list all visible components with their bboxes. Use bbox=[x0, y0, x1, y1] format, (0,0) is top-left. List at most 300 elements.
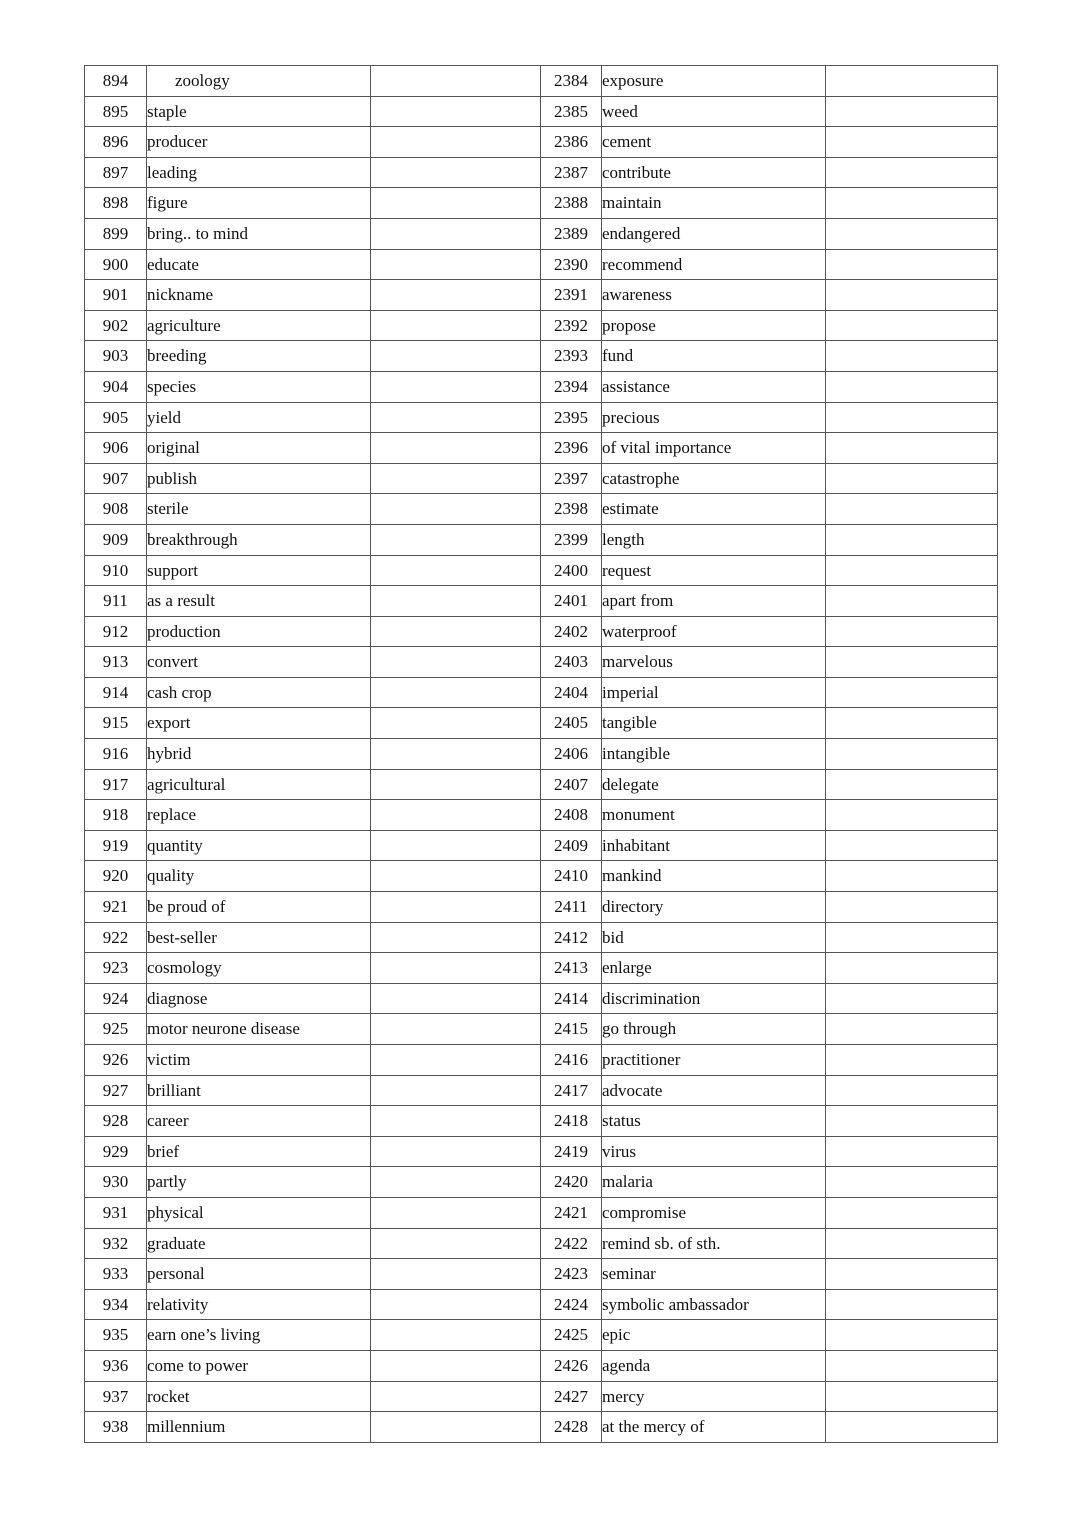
left-entry-word: brief bbox=[147, 1136, 371, 1167]
left-entry-word: original bbox=[147, 433, 371, 464]
right-entry-number: 2397 bbox=[541, 463, 602, 494]
right-entry-blank-cell[interactable] bbox=[826, 708, 998, 739]
left-entry-number: 932 bbox=[85, 1228, 147, 1259]
left-entry-blank-cell[interactable] bbox=[371, 1045, 541, 1076]
right-entry-blank-cell[interactable] bbox=[826, 188, 998, 219]
left-entry-word: export bbox=[147, 708, 371, 739]
left-entry-blank-cell[interactable] bbox=[371, 157, 541, 188]
right-entry-word: symbolic ambassador bbox=[602, 1289, 826, 1320]
left-entry-blank-cell[interactable] bbox=[371, 1228, 541, 1259]
left-entry-blank-cell[interactable] bbox=[371, 310, 541, 341]
right-entry-number: 2401 bbox=[541, 586, 602, 617]
left-entry-word: victim bbox=[147, 1045, 371, 1076]
left-entry-blank-cell[interactable] bbox=[371, 983, 541, 1014]
table-row bbox=[85, 280, 998, 311]
right-entry-word: virus bbox=[602, 1136, 826, 1167]
left-entry-blank-cell[interactable] bbox=[371, 616, 541, 647]
right-entry-number: 2404 bbox=[541, 677, 602, 708]
table-row bbox=[85, 677, 998, 708]
left-entry-blank-cell[interactable] bbox=[371, 586, 541, 617]
left-entry-blank-cell[interactable] bbox=[371, 218, 541, 249]
table-row bbox=[85, 1075, 998, 1106]
right-entry-number: 2390 bbox=[541, 249, 602, 280]
left-entry-word: production bbox=[147, 616, 371, 647]
left-entry-blank-cell[interactable] bbox=[371, 524, 541, 555]
left-entry-blank-cell[interactable] bbox=[371, 341, 541, 372]
left-entry-number: 927 bbox=[85, 1075, 147, 1106]
right-entry-blank-cell[interactable] bbox=[826, 1289, 998, 1320]
right-entry-word: practitioner bbox=[602, 1045, 826, 1076]
right-entry-number: 2395 bbox=[541, 402, 602, 433]
vocabulary-table-body bbox=[85, 66, 998, 1443]
left-entry-blank-cell[interactable] bbox=[371, 127, 541, 158]
left-entry-number: 921 bbox=[85, 892, 147, 923]
right-entry-blank-cell[interactable] bbox=[826, 1045, 998, 1076]
right-entry-number: 2393 bbox=[541, 341, 602, 372]
right-entry-blank-cell[interactable] bbox=[826, 677, 998, 708]
right-entry-blank-cell[interactable] bbox=[826, 524, 998, 555]
left-entry-word: bring.. to mind bbox=[147, 218, 371, 249]
left-entry-blank-cell[interactable] bbox=[371, 708, 541, 739]
right-entry-number: 2414 bbox=[541, 983, 602, 1014]
left-entry-word: convert bbox=[147, 647, 371, 678]
table-row bbox=[85, 463, 998, 494]
left-entry-number: 909 bbox=[85, 524, 147, 555]
right-entry-word: compromise bbox=[602, 1197, 826, 1228]
right-entry-word: estimate bbox=[602, 494, 826, 525]
left-entry-blank-cell[interactable] bbox=[371, 1106, 541, 1137]
table-row bbox=[85, 341, 998, 372]
left-entry-word: earn one’s living bbox=[147, 1320, 371, 1351]
right-entry-blank-cell[interactable] bbox=[826, 1136, 998, 1167]
left-entry-word: support bbox=[147, 555, 371, 586]
left-entry-number: 895 bbox=[85, 96, 147, 127]
right-entry-blank-cell[interactable] bbox=[826, 586, 998, 617]
right-entry-word: weed bbox=[602, 96, 826, 127]
left-entry-number: 925 bbox=[85, 1014, 147, 1045]
right-entry-number: 2412 bbox=[541, 922, 602, 953]
table-row bbox=[85, 494, 998, 525]
right-entry-word: mercy bbox=[602, 1381, 826, 1412]
left-entry-word: breeding bbox=[147, 341, 371, 372]
right-entry-blank-cell[interactable] bbox=[826, 1167, 998, 1198]
left-entry-blank-cell[interactable] bbox=[371, 800, 541, 831]
left-entry-blank-cell[interactable] bbox=[371, 1289, 541, 1320]
right-entry-word: exposure bbox=[602, 66, 826, 97]
left-entry-blank-cell[interactable] bbox=[371, 371, 541, 402]
left-entry-number: 926 bbox=[85, 1045, 147, 1076]
left-entry-word: physical bbox=[147, 1197, 371, 1228]
right-entry-blank-cell[interactable] bbox=[826, 1075, 998, 1106]
left-entry-word: be proud of bbox=[147, 892, 371, 923]
right-entry-word: seminar bbox=[602, 1259, 826, 1290]
left-entry-word: rocket bbox=[147, 1381, 371, 1412]
left-entry-word: yield bbox=[147, 402, 371, 433]
right-entry-word: imperial bbox=[602, 677, 826, 708]
left-entry-word: best-seller bbox=[147, 922, 371, 953]
right-entry-blank-cell[interactable] bbox=[826, 1259, 998, 1290]
left-entry-blank-cell[interactable] bbox=[371, 280, 541, 311]
right-entry-blank-cell[interactable] bbox=[826, 371, 998, 402]
left-entry-blank-cell[interactable] bbox=[371, 402, 541, 433]
left-entry-word: nickname bbox=[147, 280, 371, 311]
left-entry-number: 897 bbox=[85, 157, 147, 188]
left-entry-word: species bbox=[147, 371, 371, 402]
table-row bbox=[85, 892, 998, 923]
table-row bbox=[85, 708, 998, 739]
right-entry-number: 2384 bbox=[541, 66, 602, 97]
left-entry-number: 924 bbox=[85, 983, 147, 1014]
right-entry-blank-cell[interactable] bbox=[826, 433, 998, 464]
left-entry-word: zoology bbox=[147, 66, 371, 97]
table-row bbox=[85, 402, 998, 433]
left-entry-number: 894 bbox=[85, 66, 147, 97]
right-entry-number: 2425 bbox=[541, 1320, 602, 1351]
right-entry-number: 2416 bbox=[541, 1045, 602, 1076]
right-entry-blank-cell[interactable] bbox=[826, 861, 998, 892]
right-entry-number: 2403 bbox=[541, 647, 602, 678]
table-row bbox=[85, 1259, 998, 1290]
left-entry-blank-cell[interactable] bbox=[371, 1197, 541, 1228]
table-row bbox=[85, 371, 998, 402]
right-entry-number: 2424 bbox=[541, 1289, 602, 1320]
table-row bbox=[85, 1412, 998, 1443]
table-row bbox=[85, 769, 998, 800]
right-entry-blank-cell[interactable] bbox=[826, 953, 998, 984]
right-entry-blank-cell[interactable] bbox=[826, 1197, 998, 1228]
right-entry-word: inhabitant bbox=[602, 830, 826, 861]
right-entry-number: 2405 bbox=[541, 708, 602, 739]
right-entry-number: 2421 bbox=[541, 1197, 602, 1228]
left-entry-word: sterile bbox=[147, 494, 371, 525]
right-entry-number: 2398 bbox=[541, 494, 602, 525]
right-entry-word: fund bbox=[602, 341, 826, 372]
left-entry-number: 906 bbox=[85, 433, 147, 464]
table-row bbox=[85, 1106, 998, 1137]
left-entry-number: 914 bbox=[85, 677, 147, 708]
left-entry-number: 911 bbox=[85, 586, 147, 617]
table-row bbox=[85, 586, 998, 617]
right-entry-blank-cell[interactable] bbox=[826, 1106, 998, 1137]
right-entry-blank-cell[interactable] bbox=[826, 127, 998, 158]
left-entry-word: producer bbox=[147, 127, 371, 158]
left-entry-blank-cell[interactable] bbox=[371, 249, 541, 280]
right-entry-number: 2387 bbox=[541, 157, 602, 188]
right-entry-blank-cell[interactable] bbox=[826, 1228, 998, 1259]
right-entry-blank-cell[interactable] bbox=[826, 463, 998, 494]
left-entry-word: cosmology bbox=[147, 953, 371, 984]
left-entry-blank-cell[interactable] bbox=[371, 1350, 541, 1381]
left-entry-blank-cell[interactable] bbox=[371, 1381, 541, 1412]
table-row bbox=[85, 157, 998, 188]
left-entry-blank-cell[interactable] bbox=[371, 1412, 541, 1443]
table-row bbox=[85, 800, 998, 831]
left-entry-number: 928 bbox=[85, 1106, 147, 1137]
right-entry-blank-cell[interactable] bbox=[826, 922, 998, 953]
left-entry-number: 902 bbox=[85, 310, 147, 341]
left-entry-number: 918 bbox=[85, 800, 147, 831]
left-entry-number: 896 bbox=[85, 127, 147, 158]
left-entry-blank-cell[interactable] bbox=[371, 769, 541, 800]
table-row bbox=[85, 127, 998, 158]
right-entry-blank-cell[interactable] bbox=[826, 66, 998, 97]
right-entry-word: go through bbox=[602, 1014, 826, 1045]
right-entry-word: intangible bbox=[602, 739, 826, 770]
right-entry-word: recommend bbox=[602, 249, 826, 280]
left-entry-number: 917 bbox=[85, 769, 147, 800]
left-entry-number: 916 bbox=[85, 739, 147, 770]
right-entry-number: 2428 bbox=[541, 1412, 602, 1443]
left-entry-blank-cell[interactable] bbox=[371, 1014, 541, 1045]
left-entry-word: quantity bbox=[147, 830, 371, 861]
right-entry-number: 2385 bbox=[541, 96, 602, 127]
left-entry-blank-cell[interactable] bbox=[371, 1167, 541, 1198]
table-row bbox=[85, 1289, 998, 1320]
right-entry-word: enlarge bbox=[602, 953, 826, 984]
table-row bbox=[85, 96, 998, 127]
right-entry-blank-cell[interactable] bbox=[826, 616, 998, 647]
right-entry-blank-cell[interactable] bbox=[826, 800, 998, 831]
table-row bbox=[85, 524, 998, 555]
right-entry-blank-cell[interactable] bbox=[826, 830, 998, 861]
left-entry-number: 908 bbox=[85, 494, 147, 525]
right-entry-number: 2419 bbox=[541, 1136, 602, 1167]
right-entry-word: of vital importance bbox=[602, 433, 826, 464]
right-entry-word: propose bbox=[602, 310, 826, 341]
left-entry-blank-cell[interactable] bbox=[371, 463, 541, 494]
table-row bbox=[85, 1381, 998, 1412]
left-entry-number: 907 bbox=[85, 463, 147, 494]
right-entry-word: contribute bbox=[602, 157, 826, 188]
left-entry-number: 904 bbox=[85, 371, 147, 402]
left-entry-blank-cell[interactable] bbox=[371, 861, 541, 892]
right-entry-number: 2400 bbox=[541, 555, 602, 586]
right-entry-word: remind sb. of sth. bbox=[602, 1228, 826, 1259]
left-entry-word: diagnose bbox=[147, 983, 371, 1014]
left-entry-word: leading bbox=[147, 157, 371, 188]
right-entry-word: catastrophe bbox=[602, 463, 826, 494]
right-entry-number: 2407 bbox=[541, 769, 602, 800]
right-entry-blank-cell[interactable] bbox=[826, 1381, 998, 1412]
left-entry-word: staple bbox=[147, 96, 371, 127]
table-row bbox=[85, 739, 998, 770]
left-entry-blank-cell[interactable] bbox=[371, 677, 541, 708]
table-row bbox=[85, 1197, 998, 1228]
right-entry-word: maintain bbox=[602, 188, 826, 219]
right-entry-word: awareness bbox=[602, 280, 826, 311]
left-entry-blank-cell[interactable] bbox=[371, 1320, 541, 1351]
table-row bbox=[85, 983, 998, 1014]
table-row bbox=[85, 218, 998, 249]
left-entry-blank-cell[interactable] bbox=[371, 96, 541, 127]
right-entry-number: 2410 bbox=[541, 861, 602, 892]
right-entry-word: epic bbox=[602, 1320, 826, 1351]
right-entry-number: 2409 bbox=[541, 830, 602, 861]
left-entry-blank-cell[interactable] bbox=[371, 739, 541, 770]
right-entry-number: 2389 bbox=[541, 218, 602, 249]
left-entry-number: 937 bbox=[85, 1381, 147, 1412]
right-entry-word: monument bbox=[602, 800, 826, 831]
left-entry-word: educate bbox=[147, 249, 371, 280]
left-entry-blank-cell[interactable] bbox=[371, 647, 541, 678]
left-entry-number: 915 bbox=[85, 708, 147, 739]
right-entry-blank-cell[interactable] bbox=[826, 739, 998, 770]
right-entry-blank-cell[interactable] bbox=[826, 1014, 998, 1045]
table-row bbox=[85, 1167, 998, 1198]
vocabulary-table bbox=[84, 65, 998, 1443]
right-entry-number: 2427 bbox=[541, 1381, 602, 1412]
left-entry-number: 910 bbox=[85, 555, 147, 586]
table-row bbox=[85, 66, 998, 97]
left-entry-word: publish bbox=[147, 463, 371, 494]
right-entry-blank-cell[interactable] bbox=[826, 249, 998, 280]
table-row bbox=[85, 1136, 998, 1167]
right-entry-blank-cell[interactable] bbox=[826, 769, 998, 800]
left-entry-blank-cell[interactable] bbox=[371, 953, 541, 984]
left-entry-blank-cell[interactable] bbox=[371, 188, 541, 219]
right-entry-blank-cell[interactable] bbox=[826, 1350, 998, 1381]
right-entry-number: 2406 bbox=[541, 739, 602, 770]
left-entry-word: relativity bbox=[147, 1289, 371, 1320]
table-row bbox=[85, 188, 998, 219]
left-entry-number: 903 bbox=[85, 341, 147, 372]
left-entry-word: cash crop bbox=[147, 677, 371, 708]
left-entry-blank-cell[interactable] bbox=[371, 892, 541, 923]
right-entry-blank-cell[interactable] bbox=[826, 647, 998, 678]
left-entry-word: career bbox=[147, 1106, 371, 1137]
left-entry-blank-cell[interactable] bbox=[371, 433, 541, 464]
left-entry-number: 938 bbox=[85, 1412, 147, 1443]
right-entry-number: 2386 bbox=[541, 127, 602, 158]
right-entry-blank-cell[interactable] bbox=[826, 555, 998, 586]
table-row bbox=[85, 249, 998, 280]
left-entry-number: 934 bbox=[85, 1289, 147, 1320]
right-entry-number: 2418 bbox=[541, 1106, 602, 1137]
left-entry-blank-cell[interactable] bbox=[371, 1259, 541, 1290]
table-row bbox=[85, 433, 998, 464]
table-row bbox=[85, 861, 998, 892]
left-entry-number: 900 bbox=[85, 249, 147, 280]
right-entry-number: 2426 bbox=[541, 1350, 602, 1381]
right-entry-number: 2402 bbox=[541, 616, 602, 647]
left-entry-number: 930 bbox=[85, 1167, 147, 1198]
left-entry-number: 923 bbox=[85, 953, 147, 984]
left-entry-number: 936 bbox=[85, 1350, 147, 1381]
right-entry-number: 2413 bbox=[541, 953, 602, 984]
right-entry-word: status bbox=[602, 1106, 826, 1137]
table-row bbox=[85, 1014, 998, 1045]
table-row bbox=[85, 616, 998, 647]
left-entry-blank-cell[interactable] bbox=[371, 494, 541, 525]
right-entry-word: length bbox=[602, 524, 826, 555]
left-entry-word: personal bbox=[147, 1259, 371, 1290]
right-entry-blank-cell[interactable] bbox=[826, 892, 998, 923]
right-entry-number: 2388 bbox=[541, 188, 602, 219]
right-entry-blank-cell[interactable] bbox=[826, 310, 998, 341]
left-entry-word: brilliant bbox=[147, 1075, 371, 1106]
left-entry-number: 922 bbox=[85, 922, 147, 953]
right-entry-blank-cell[interactable] bbox=[826, 1412, 998, 1443]
table-row bbox=[85, 555, 998, 586]
table-row bbox=[85, 1228, 998, 1259]
left-entry-word: quality bbox=[147, 861, 371, 892]
right-entry-word: mankind bbox=[602, 861, 826, 892]
table-row bbox=[85, 1045, 998, 1076]
left-entry-blank-cell[interactable] bbox=[371, 66, 541, 97]
right-entry-number: 2391 bbox=[541, 280, 602, 311]
right-entry-number: 2394 bbox=[541, 371, 602, 402]
left-entry-blank-cell[interactable] bbox=[371, 555, 541, 586]
left-entry-number: 933 bbox=[85, 1259, 147, 1290]
left-entry-word: figure bbox=[147, 188, 371, 219]
table-row bbox=[85, 953, 998, 984]
left-entry-blank-cell[interactable] bbox=[371, 1075, 541, 1106]
left-entry-blank-cell[interactable] bbox=[371, 922, 541, 953]
table-row bbox=[85, 1350, 998, 1381]
left-entry-word: partly bbox=[147, 1167, 371, 1198]
left-entry-number: 899 bbox=[85, 218, 147, 249]
table-row bbox=[85, 922, 998, 953]
right-entry-number: 2399 bbox=[541, 524, 602, 555]
right-entry-blank-cell[interactable] bbox=[826, 280, 998, 311]
left-entry-word: graduate bbox=[147, 1228, 371, 1259]
table-row bbox=[85, 310, 998, 341]
left-entry-word: millennium bbox=[147, 1412, 371, 1443]
left-entry-number: 935 bbox=[85, 1320, 147, 1351]
left-entry-number: 905 bbox=[85, 402, 147, 433]
right-entry-blank-cell[interactable] bbox=[826, 494, 998, 525]
right-entry-blank-cell[interactable] bbox=[826, 1320, 998, 1351]
right-entry-word: cement bbox=[602, 127, 826, 158]
right-entry-word: bid bbox=[602, 922, 826, 953]
right-entry-number: 2396 bbox=[541, 433, 602, 464]
right-entry-number: 2415 bbox=[541, 1014, 602, 1045]
right-entry-word: discrimination bbox=[602, 983, 826, 1014]
right-entry-blank-cell[interactable] bbox=[826, 983, 998, 1014]
right-entry-blank-cell[interactable] bbox=[826, 218, 998, 249]
left-entry-word: agriculture bbox=[147, 310, 371, 341]
right-entry-word: marvelous bbox=[602, 647, 826, 678]
right-entry-word: advocate bbox=[602, 1075, 826, 1106]
right-entry-blank-cell[interactable] bbox=[826, 341, 998, 372]
right-entry-blank-cell[interactable] bbox=[826, 96, 998, 127]
table-row bbox=[85, 1320, 998, 1351]
right-entry-number: 2411 bbox=[541, 892, 602, 923]
right-entry-word: directory bbox=[602, 892, 826, 923]
right-entry-word: agenda bbox=[602, 1350, 826, 1381]
right-entry-word: endangered bbox=[602, 218, 826, 249]
left-entry-word: come to power bbox=[147, 1350, 371, 1381]
left-entry-blank-cell[interactable] bbox=[371, 1136, 541, 1167]
left-entry-number: 912 bbox=[85, 616, 147, 647]
right-entry-number: 2422 bbox=[541, 1228, 602, 1259]
right-entry-number: 2423 bbox=[541, 1259, 602, 1290]
right-entry-blank-cell[interactable] bbox=[826, 157, 998, 188]
left-entry-number: 898 bbox=[85, 188, 147, 219]
left-entry-blank-cell[interactable] bbox=[371, 830, 541, 861]
right-entry-blank-cell[interactable] bbox=[826, 402, 998, 433]
right-entry-number: 2392 bbox=[541, 310, 602, 341]
left-entry-number: 901 bbox=[85, 280, 147, 311]
left-entry-number: 913 bbox=[85, 647, 147, 678]
left-entry-word: as a result bbox=[147, 586, 371, 617]
table-row bbox=[85, 647, 998, 678]
table-row bbox=[85, 830, 998, 861]
left-entry-number: 919 bbox=[85, 830, 147, 861]
left-entry-word: hybrid bbox=[147, 739, 371, 770]
right-entry-word: apart from bbox=[602, 586, 826, 617]
left-entry-number: 920 bbox=[85, 861, 147, 892]
